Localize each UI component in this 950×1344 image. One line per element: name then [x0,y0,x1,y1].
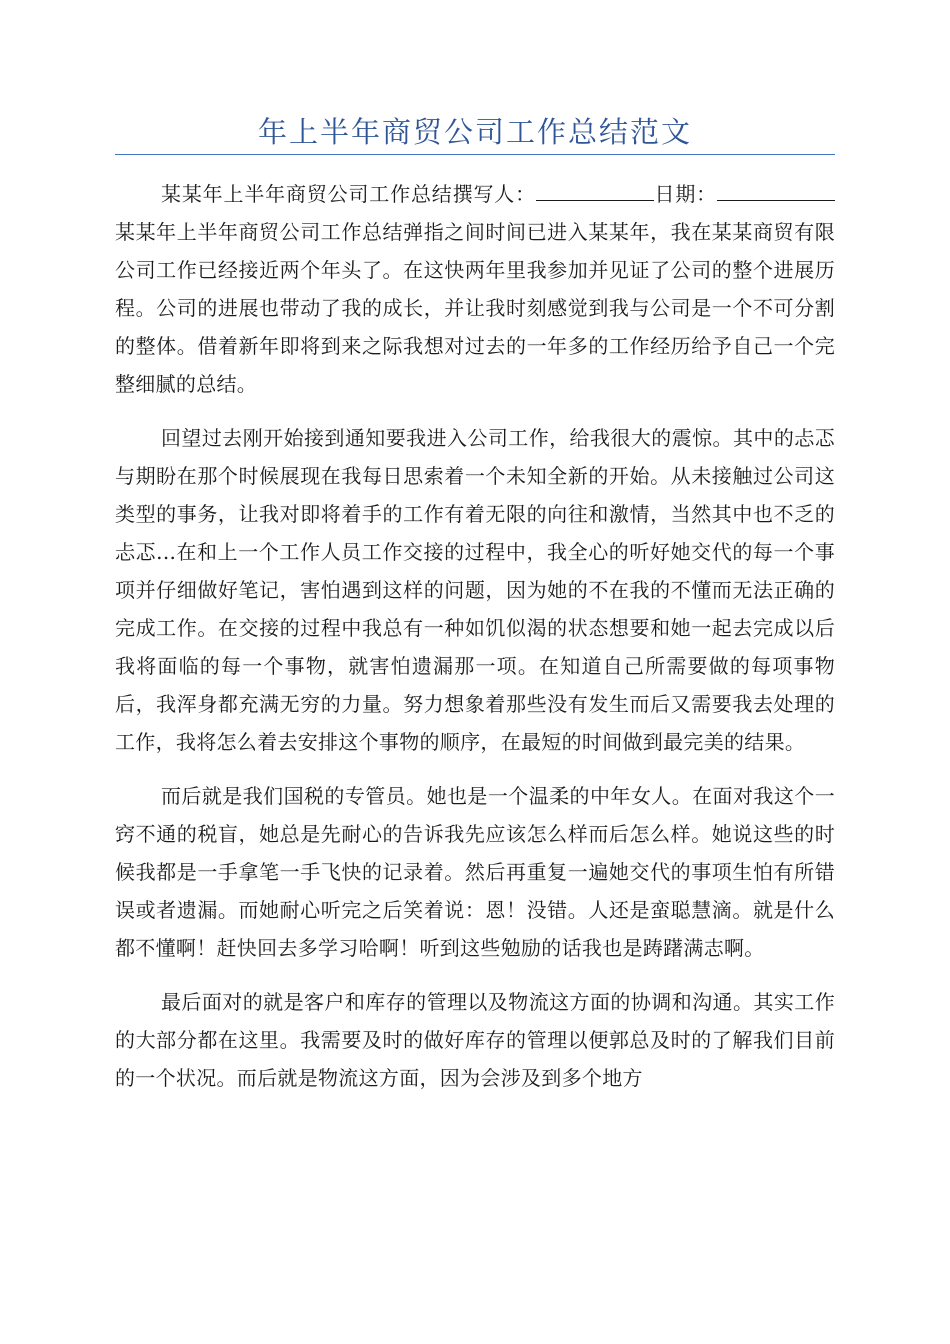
body-paragraph-3: 最后面对的就是客户和库存的管理以及物流这方面的协调和沟通。其实工作的大部分都在这里。我需要及时的做好库存的管理以便郭总及时的了解我们目前的一个状况。而后就是物流这方面，因为会涉及到多个地方 [115,990,835,1090]
intro-paragraph [115,172,835,403]
document-body [115,172,835,1113]
author-blank-field [536,172,654,201]
intro-text: 某某年上半年商贸公司工作总结弹指之间时间已进入某某年，我在某某商贸有限公司工作已经接近两个年头了。在这快两年里我参加并见证了公司的整个进展历程。公司的进展也带动了我的成长，并让我时刻感觉到我与公司是一个不可分割的整体。借着新年即将到来之际我想对过去的一年多的工作经历给予自己一个完整细腻的总结。 [115,220,835,396]
author-prefix: 某某年上半年商贸公司工作总结撰写人： [161,182,536,206]
date-blank-field [717,172,835,201]
body-paragraph-2: 而后就是我们国税的专管员。她也是一个温柔的中年女人。在面对我这个一窍不通的税盲，她总是先耐心的告诉我先应该怎么样而后怎么样。她说这些的时候我都是一手拿笔一手飞快的记录着。然后再重复一遍她交代的事项生怕有所错误或者遗漏。而她耐心听完之后笑着说：恩！没错。人还是蛮聪慧滴。就是什么都不懂啊！赶快回去多学习哈啊！听到这些勉励的话我也是踌躇满志啊。 [115,784,835,960]
title-underline-divider [115,154,835,155]
body-paragraph-1: 回望过去刚开始接到通知要我进入公司工作，给我很大的震惊。其中的忐忑与期盼在那个时候展现在我每日思索着一个未知全新的开始。从未接触过公司这类型的事务，让我对即将着手的工作有着无限的向往和激情，当然其中也不乏的忐忑...在和上一个工作人员工作交接的过程中，我全心的听好她交代的每一个事项并仔细做好笔记，害怕遇到这样的问题，因为她的不在我的不懂而无法正确的完成工作。在交接的过程中我总有一种如饥似渴的状态想要和她一起去完成以后我将面临的每一个事物，就害怕遗漏那一项。在知道自己所需要做的每项事物后，我浑身都充满无穷的力量。努力想象着那些没有发生而后又需要我去处理的工作，我将怎么着去安排这个事物的顺序，在最短的时间做到最完美的结果。 [115,426,835,754]
document-title: 年上半年商贸公司工作总结范文 [257,115,692,149]
date-label: 日期： [653,182,717,206]
